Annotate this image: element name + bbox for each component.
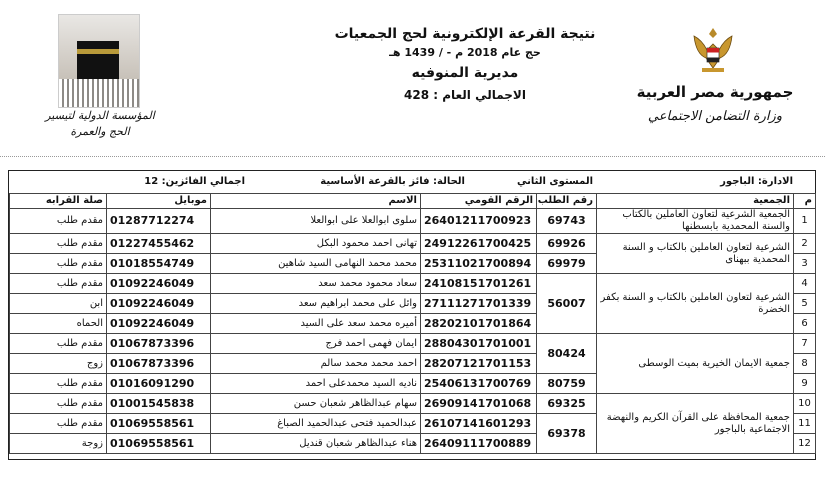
name-cell: سلوى ابوالعلا على ابوالعلا: [211, 209, 421, 234]
relation-cell: مقدم طلب: [10, 374, 107, 394]
row-number: 6: [794, 314, 816, 334]
row-number: 7: [794, 334, 816, 354]
row-number: 12: [794, 434, 816, 454]
mobile-cell: 01092246049: [107, 294, 211, 314]
row-number: 1: [794, 209, 816, 234]
info-admin: الادارة: الباجور: [720, 176, 793, 187]
national-id-cell: 28804301701001: [421, 334, 537, 354]
organization-name: المؤسسة الدولية لتيسير الحج والعمرة: [45, 109, 155, 138]
request-cell: 69325: [537, 394, 597, 414]
directorate-name: مديرية المنوفيه: [411, 65, 519, 81]
table-row: [10, 334, 816, 354]
relation-cell: مقدم طلب: [10, 254, 107, 274]
society-cell: الشرعية لتعاون العاملين بالكتاب و السنة المحمدية ببهناى: [597, 234, 794, 274]
row-number: 9: [794, 374, 816, 394]
request-cell: 80424: [537, 334, 597, 374]
ministry-name: وزارة التضامن الاجتماعي: [647, 109, 783, 124]
mobile-cell: 01018554749: [107, 254, 211, 274]
request-cell: 80759: [537, 374, 597, 394]
national-id-cell: 26401211700923: [421, 209, 537, 234]
table-header-row: [10, 194, 816, 209]
col-header-no: م: [794, 194, 816, 209]
relation-cell: زوج: [10, 354, 107, 374]
national-id-cell: 24912261700425: [421, 234, 537, 254]
relation-cell: ابن: [10, 294, 107, 314]
grand-total: الاجمالي العام : 428: [404, 88, 526, 102]
mobile-cell: 01067873396: [107, 354, 211, 374]
name-cell: سعاد محمود محمد سعد: [211, 274, 421, 294]
mobile-cell: 01092246049: [107, 314, 211, 334]
row-number: 8: [794, 354, 816, 374]
results-box: [8, 170, 816, 460]
republic-name: جمهورية مصر العربية: [636, 83, 794, 101]
mobile-cell: 01001545838: [107, 394, 211, 414]
national-id-cell: 27111271701339: [421, 294, 537, 314]
name-cell: ايمان فهمى احمد فرج: [211, 334, 421, 354]
national-id-cell: 28207121701153: [421, 354, 537, 374]
request-cell: 56007: [537, 274, 597, 334]
society-cell: الشرعية لتعاون العاملين بالكتاب و السنة بكفر الخضرة: [597, 274, 794, 334]
society-cell: الجمعية الشرعية لتعاون العاملين بالكتاب والسنة المحمدية بابسطنها: [597, 209, 794, 234]
document-title: نتيجة القرعة الإلكترونية لحج الجمعيات: [334, 26, 596, 42]
mobile-cell: 01069558561: [107, 414, 211, 434]
mobile-cell: 01016091290: [107, 374, 211, 394]
row-number: 11: [794, 414, 816, 434]
national-id-cell: 28202101701864: [421, 314, 537, 334]
col-header-mobile: موبايل: [107, 194, 211, 209]
eagle-emblem-icon: [690, 24, 736, 74]
request-cell: 69926: [537, 234, 597, 254]
row-number: 3: [794, 254, 816, 274]
table-row: [10, 234, 816, 254]
table-row: [10, 394, 816, 414]
request-cell: 69979: [537, 254, 597, 274]
row-number: 5: [794, 294, 816, 314]
row-number: 4: [794, 274, 816, 294]
request-cell: 69743: [537, 209, 597, 234]
relation-cell: مقدم طلب: [10, 334, 107, 354]
relation-cell: مقدم طلب: [10, 234, 107, 254]
table-row: [10, 209, 816, 234]
relation-cell: مقدم طلب: [10, 209, 107, 234]
info-level: المستوى الثاني: [517, 176, 593, 187]
col-header-relation: صلة القرابه: [10, 194, 107, 209]
national-id-cell: 25406131700769: [421, 374, 537, 394]
name-cell: تهانى احمد محمود البكل: [211, 234, 421, 254]
national-id-cell: 24108151701261: [421, 274, 537, 294]
kaaba-logo: [58, 14, 140, 108]
relation-cell: مقدم طلب: [10, 414, 107, 434]
row-number: 2: [794, 234, 816, 254]
mobile-cell: 01067873396: [107, 334, 211, 354]
col-header-request: رقم الطلب: [537, 194, 597, 209]
national-id-cell: 26409111700889: [421, 434, 537, 454]
name-cell: هناء عبدالظاهر شعبان قنديل: [211, 434, 421, 454]
society-cell: جمعية المحافظة على القرآن الكريم والنهضة الاجتماعية بالباجور: [597, 394, 794, 454]
results-table: [9, 193, 816, 454]
table-row: [10, 274, 816, 294]
name-cell: عبدالحميد فتحى عبدالحميد الصباغ: [211, 414, 421, 434]
name-cell: وائل على محمد ابراهيم سعد: [211, 294, 421, 314]
col-header-national-id: الرقم القومي: [421, 194, 537, 209]
mobile-cell: 01092246049: [107, 274, 211, 294]
national-id-cell: 26107141601293: [421, 414, 537, 434]
name-cell: ناديه السيد محمدعلى احمد: [211, 374, 421, 394]
national-id-cell: 26909141701068: [421, 394, 537, 414]
request-cell: 69378: [537, 414, 597, 454]
relation-cell: الحماه: [10, 314, 107, 334]
name-cell: سهام عبدالظاهر شعبان حسن: [211, 394, 421, 414]
mobile-cell: 01227455462: [107, 234, 211, 254]
title-block: [320, 24, 610, 106]
relation-cell: مقدم طلب: [10, 274, 107, 294]
document-header: [0, 0, 825, 165]
name-cell: أميره محمد سعد على السيد: [211, 314, 421, 334]
row-number: 10: [794, 394, 816, 414]
relation-cell: مقدم طلب: [10, 394, 107, 414]
mobile-cell: 01287712274: [107, 209, 211, 234]
document-subtitle: حج عام 2018 م - / 1439 هـ: [389, 46, 541, 59]
name-cell: احمد محمد محمد سالم: [211, 354, 421, 374]
name-cell: محمد محمد النهامى السيد شاهين: [211, 254, 421, 274]
society-cell: جمعية الايمان الخيرية بميت الوسطى: [597, 334, 794, 394]
mobile-cell: 01069558561: [107, 434, 211, 454]
national-id-cell: 25311021700894: [421, 254, 537, 274]
relation-cell: زوجة: [10, 434, 107, 454]
col-header-society: الجمعية: [597, 194, 794, 209]
header-divider: [0, 156, 825, 157]
col-header-name: الاسم: [211, 194, 421, 209]
info-winners: اجمالي الفائزين: 12: [144, 176, 245, 187]
info-bar: [9, 171, 815, 193]
info-status: الحالة: فائز بالقرعة الأساسية: [320, 176, 465, 187]
